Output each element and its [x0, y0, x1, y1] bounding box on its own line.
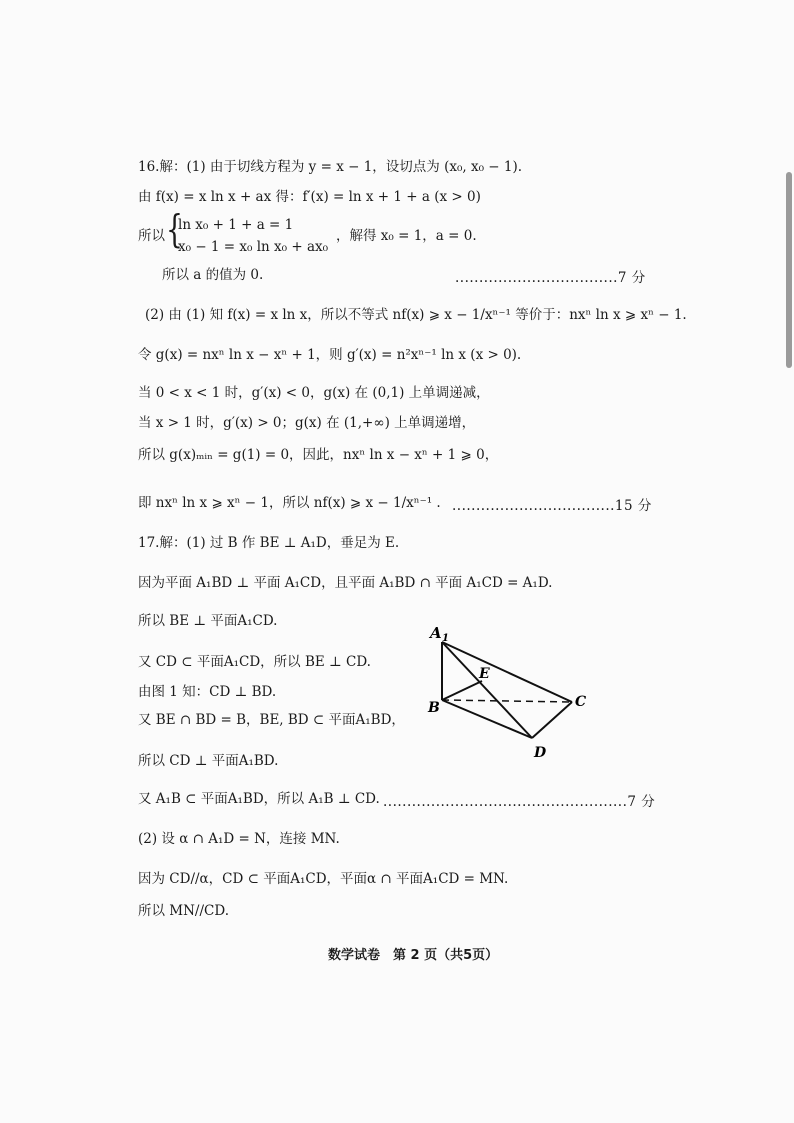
label-C: C — [575, 694, 587, 710]
problem-16-line-8: 当 x > 1 时，g′(x) > 0；g(x) 在 (1,+∞) 上单调递增， — [138, 415, 476, 431]
problem-16-line-10: 即 nxⁿ ln x ⩾ xⁿ − 1，所以 nf(x) ⩾ x − 1/xⁿ⁻¹ . — [138, 495, 441, 511]
label-A1: A — [430, 624, 442, 642]
system-brace: { — [166, 207, 183, 251]
system-solution: ，解得 x₀ = 1，a = 0. — [336, 228, 477, 244]
scrollbar-thumb[interactable] — [786, 172, 792, 368]
system-label: 所以 — [138, 228, 165, 244]
problem-17-line-1: 17.解：(1) 过 B 作 BE ⊥ A₁D，垂足为 E. — [138, 535, 400, 551]
problem-16-line-1: 16.解：(1) 由于切线方程为 y = x − 1，设切点为 (x₀, x₀ − 1). — [138, 159, 523, 175]
problem-17-line-4: 又 CD ⊂ 平面A₁CD，所以 BE ⊥ CD. — [138, 654, 371, 670]
system-eq-2: x₀ − 1 = x₀ ln x₀ + ax₀ — [178, 239, 329, 255]
problem-17-line-10: 因为 CD//α，CD ⊂ 平面A₁CD，平面α ∩ 平面A₁CD = MN. — [138, 871, 509, 887]
page-footer: 数学试卷 第 2 页（共5页） — [328, 948, 499, 963]
problem-16-line-7: 当 0 < x < 1 时，g′(x) < 0，g(x) 在 (0,1) 上单调递减， — [138, 385, 490, 401]
problem-16-line-9: 所以 g(x)ₘᵢₙ = g(1) = 0，因此，nxⁿ ln x − xⁿ + 1 ⩾ 0， — [138, 447, 499, 463]
score-dots-3: ...................................................7 分 — [383, 794, 656, 810]
label-A1-sub: 1 — [442, 633, 449, 644]
problem-17-line-8: 又 A₁B ⊂ 平面A₁BD，所以 A₁B ⊥ CD. — [138, 791, 380, 807]
problem-16-line-6: 令 g(x) = nxⁿ ln x − xⁿ + 1，则 g′(x) = n²xⁿ⁻¹ ln x (x > 0). — [138, 347, 522, 363]
label-E: E — [479, 666, 490, 682]
label-B: B — [428, 700, 440, 716]
label-D: D — [534, 745, 547, 761]
problem-17-line-6: 又 BE ∩ BD = B，BE, BD ⊂ 平面A₁BD， — [138, 712, 405, 728]
problem-17-line-2: 因为平面 A₁BD ⊥ 平面 A₁CD，且平面 A₁BD ∩ 平面 A₁CD = A₁D. — [138, 575, 553, 591]
problem-16-line-2: 由 f(x) = x ln x + ax 得：f′(x) = ln x + 1 + a (x > 0) — [138, 189, 481, 205]
problem-17-line-5: 由图 1 知：CD ⊥ BD. — [138, 684, 277, 700]
problem-17-line-3: 所以 BE ⊥ 平面A₁CD. — [138, 613, 278, 629]
problem-16-line-5: (2) 由 (1) 知 f(x) = x ln x，所以不等式 nf(x) ⩾ x − 1/xⁿ⁻¹ 等价于：nxⁿ ln x ⩾ xⁿ − 1. — [145, 307, 687, 323]
problem-16-line-4: 所以 a 的值为 0. — [162, 267, 264, 283]
problem-17-line-7: 所以 CD ⊥ 平面A₁BD. — [138, 753, 279, 769]
scrollbar-track[interactable] — [782, 0, 794, 1123]
score-dots-1: ..................................7 分 — [455, 270, 646, 286]
problem-17-line-11: 所以 MN//CD. — [138, 903, 229, 919]
problem-17-line-9: (2) 设 α ∩ A₁D = N，连接 MN. — [138, 831, 340, 847]
system-eq-1: ln x₀ + 1 + a = 1 — [178, 217, 294, 233]
score-dots-2: ..................................15 分 — [452, 498, 652, 514]
